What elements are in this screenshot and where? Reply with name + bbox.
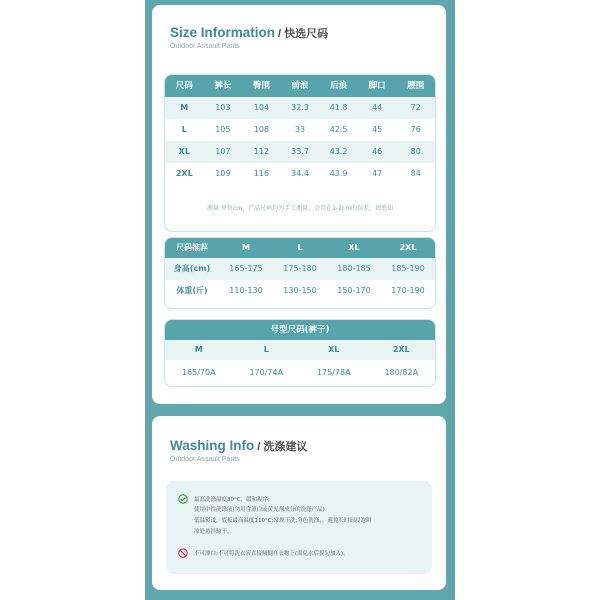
header-cell: 2XL (399, 243, 417, 252)
table-cell: 108 (253, 125, 270, 134)
table-cell: 34.4 (291, 169, 309, 178)
size-info-title-en: Size Information (170, 25, 276, 40)
model-size-table (164, 319, 436, 387)
model-size-row (165, 340, 435, 360)
table-cell: 32.3 (291, 103, 309, 112)
table-cell: 130-150 (283, 286, 317, 295)
table-row (165, 280, 435, 302)
table-cell: 72 (410, 103, 421, 112)
size-table (164, 74, 436, 232)
header-cell: M (242, 243, 250, 252)
washing-info-title-cn: / 洗涤建议 (257, 441, 308, 453)
washing-info-title-en: Washing Info (170, 438, 255, 453)
table-cell: 103 (215, 103, 231, 112)
header-cell: 尺码 (175, 81, 193, 91)
table-cell: 43.9 (329, 169, 348, 178)
table-cell: 体重(斤) (176, 286, 208, 295)
prohibited-icon (178, 548, 188, 558)
washing-warning: 不可漂白;不可将洗衣液直接倾倒在衣物上(需兑水后搅匀加入)。 (194, 551, 349, 557)
table-cell: 43.2 (329, 147, 348, 156)
size-info-title-cn: / 快选尺码 (278, 28, 329, 40)
table-cell: 165/70A (181, 368, 216, 377)
washing-info-subtitle: Outdoor Assault Pants (170, 456, 240, 463)
table-cell: 84 (410, 169, 421, 178)
table-cell: 150-170 (337, 286, 371, 295)
washing-instructions (166, 481, 432, 574)
table-cell: 185-190 (391, 264, 425, 273)
table-cell: 42.5 (329, 125, 348, 134)
recommendation-header (165, 238, 435, 258)
table-cell: 107 (215, 147, 231, 156)
washing-info-card (152, 416, 446, 590)
table-cell: 46 (372, 147, 383, 156)
table-cell: 身高(cm) (173, 264, 211, 273)
table-cell: 2XL (175, 169, 193, 178)
header-cell: 后浪 (330, 81, 348, 91)
size-info-card (152, 5, 446, 404)
table-cell: 165-175 (229, 264, 263, 273)
table-cell: 45 (372, 125, 383, 134)
table-row (165, 119, 435, 141)
header-cell: 臀围 (252, 81, 270, 91)
model-size-title: 号型尺码(裤子) (165, 320, 435, 340)
table-cell: 44 (372, 103, 383, 112)
header-cell: 前浪 (291, 81, 309, 91)
size-recommendation-table (164, 237, 436, 309)
size-table-header (165, 75, 435, 97)
washing-line: 使用中性洗涤液(勿用含漂白或荧光剂成分的洗涤产品) (194, 507, 325, 513)
table-cell: 41.8 (329, 103, 348, 112)
table-cell: M (180, 103, 189, 112)
measurement-note: 测量:单位cm，产品尺码均为手工测量，会存在1-2cm的误差，请悉知 (206, 205, 394, 212)
washing-info-title (170, 438, 307, 454)
table-cell: 110-130 (229, 286, 263, 295)
table-cell: 180-185 (337, 264, 371, 273)
table-cell: M (194, 345, 203, 354)
washing-line: 凉处悬挂晾干。 (194, 529, 233, 535)
table-row (165, 258, 435, 280)
table-cell: L (263, 345, 269, 354)
size-info-subtitle: Outdoor Assault Pants (170, 43, 240, 50)
table-cell: 112 (253, 147, 270, 156)
table-cell: 116 (253, 169, 270, 178)
table-cell: 80 (410, 147, 421, 156)
model-value-row (165, 360, 435, 386)
header-cell: 脚口 (368, 81, 386, 91)
table-cell: 175/78A (316, 368, 351, 377)
table-cell: 180/82A (384, 368, 419, 377)
table-row (165, 97, 435, 119)
table-cell: 175-180 (283, 264, 317, 273)
table-cell: 47 (372, 169, 383, 178)
washing-line: 低温熨烫，底板最高温度110°C;常规干洗;分色洗涤，，避免长时间浸泡阴 (194, 518, 372, 524)
table-cell: 76 (410, 125, 421, 134)
table-cell: 170-190 (391, 286, 425, 295)
table-cell: 170/74A (249, 368, 284, 377)
size-info-title (170, 25, 328, 41)
header-cell: L (297, 243, 303, 252)
header-cell: XL (348, 243, 360, 252)
table-cell: 105 (215, 125, 231, 134)
check-circle-icon (178, 494, 188, 504)
table-cell: L (181, 125, 187, 134)
table-cell: 2XL (392, 345, 410, 354)
table-cell: 33 (294, 125, 306, 134)
size-table-body (165, 97, 435, 185)
header-cell: 裤长 (214, 81, 232, 91)
table-row (165, 141, 435, 163)
washing-line: 最高洗涤温度30°C，缓和程序; (194, 497, 270, 503)
table-cell: 109 (215, 169, 231, 178)
table-cell: 33.7 (291, 147, 309, 156)
header-cell: 腰围 (407, 81, 425, 91)
table-cell: 104 (253, 103, 270, 112)
header-cell: 尺码推荐 (176, 243, 208, 252)
table-row (165, 163, 435, 185)
table-cell: XL (178, 147, 190, 156)
table-cell: XL (328, 345, 340, 354)
